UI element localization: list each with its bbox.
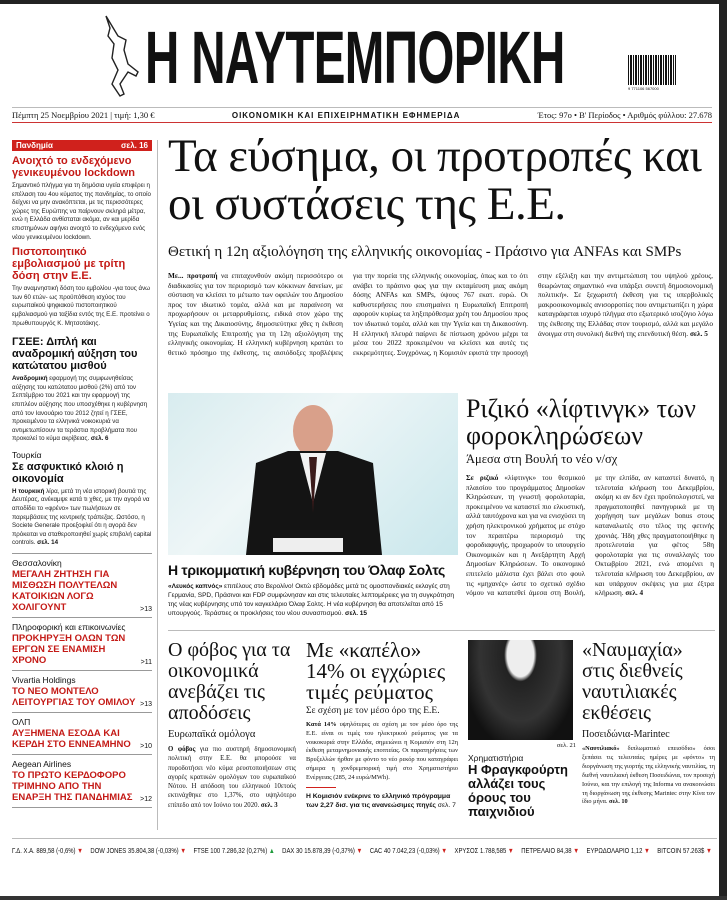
- power-body: Κατά 14% υψηλότερες σε σχέση με τον μέσο όρο της Ε.Ε. είναι οι τιμές του ηλεκτρικού ρεύματος για τα νοικοκυριά στην Ελλάδα, σημειώνει η Κομισιόν στη 12η έκθεση μεταμνημονιακής εποπτείας. Οι παρατηρήσεις των Βρυξελλών ήρθαν με φόντο το νέο ρεκόρ που καταγράφει σήμερα η χονδρεμπορική τιμή στο Χρηματιστήριο Ενέργειας (285, 24 ευρώ/MWh).: [306, 721, 459, 781]
- arrow-down-icon: ▼: [507, 846, 514, 855]
- story-body: Αναδρομική εφαρμογή της συμφωνηθείσας αύξησης του κατώτατου μισθού (2%) από τον Σεπτέμβριο του 2021 και την εφαρμογή της επιπλέον αύξησης που υποσχέθηκε η κυβέρνηση από τον Ιανουάριο του 2012 ζητεί η ΓΣΕΕ, προκειμένου τα ελληνικά νοικοκυριά να αντιμετωπίσουν τα τεράστια προβλήματα που προκαλεί το κύμα ακρίβειας. σελ. 6: [12, 375, 148, 443]
- ticker-item: ΕΥΡΩΔΟΛΑΡΙΟ 1,12 ▼: [586, 846, 650, 855]
- power-deck: Σε σχέση με τον μέσο όρο της Ε.Ε.: [306, 706, 440, 716]
- masthead-info-line: [12, 107, 712, 123]
- arrow-down-icon: ▼: [441, 846, 448, 855]
- bonds-headline[interactable]: Ο φόβος για τα οικονομικά ανεβάζει τις αποδόσεις: [168, 639, 291, 724]
- ticker-item: BITCOIN 57.263$ ▼: [657, 846, 712, 855]
- shipping-headline[interactable]: «Ναυμαχία» στις διεθνείς ναυτιλιακές εκθέσεις: [582, 639, 683, 724]
- brief-item[interactable]: Vivartia Holdings ΤΟ ΝΕΟ ΜΟΝΤΕΛΟ ΛΕΙΤΟΥΡΓΙΑΣ ΤΟΥ ΟΜΙΛΟΥ >13: [12, 670, 152, 712]
- photo-caption-body: «Λευκός καπνός» επιτέλους στο Βερολίνο! Οκτώ εβδομάδες μετά τις ομοσπονδιακές εκλογές στη Γερμανία, SPD, Πράσινοι και FDP συμφώνησαν και στις τελευταίες λεπτομέρειες για τη συγκρότηση της νέας κυβέρνησης υπό τον καγκελάριο Όλαφ Σολτς. Η νέα κυβέρνηση θα αποτελείται από 15 υπουργούς. Τεράστιες οι προκλήσεις του νέου συνασπισμού. σελ. 15: [168, 583, 455, 617]
- arrow-down-icon: ▼: [77, 846, 84, 855]
- divider: [168, 630, 715, 631]
- exchange-section: Χρηματιστήρια: [468, 753, 524, 763]
- bonds-body: Ο φόβος για πιο αυστηρή δημοσιονομική πολιτική στην Ε.Ε. θα μπορούσε να πυροδοτήσει νέο κύμα ρευστοποιήσεων στις αγορές κρατικών ομολόγων του ευρωπαϊκού Νότου. Η απόδοση του ελληνικού 10ετούς εκτινάχθηκε στο 1,37%, στο υψηλότερο επίπεδο από τον Ιούνιο του 2020. σελ. 3: [168, 746, 296, 809]
- ticker-item: FTSE 100 7.286,32 (0,27%) ▲: [193, 846, 275, 855]
- tagline: ΟΙΚΟΝΟΜΙΚΗ ΚΑΙ ΕΠΙΧΕΙΡΗΜΑΤΙΚΗ ΕΦΗΜΕΡΙΔΑ: [231, 110, 461, 120]
- story-body: Την αναμνηστική δόση του εμβολίου -για τους άνω των 60 ετών- ως προϋπόθεση ισχύος του ευρωπαϊκού ψηφιακού πιστοποιητικού εμβολιασμού για ταξίδια εντός της Ε.Ε. προτείνει ο πρωθυπουργός Κ. Μητσοτάκης.: [12, 285, 151, 327]
- power-headline[interactable]: Με «καπέλο» 14% οι εγχώριες τιμές ρεύματος: [306, 638, 446, 704]
- lottery-body: Σε ριζικό «λίφτινγκ» του θεσμικού πλαισίου του προγράμματος Δημοσίων Κληρώσεων, τη γνωστή φορολοταρία, προκειμένου να καταστεί πιο ελκυστική, αλλά ταυτόχρονα και για να ενισχύσει τη χρήση ηλεκτρονικού χρήματος με στόχο τον περαιτέρω περιορισμό της φοροδιαφυγής, προχωρούν το υπουργείο Οικονομικών και η Ανεξάρτητη Αρχή Δημοσίων Κληρώσεων. Το οικονομικό επιτελείο μάλιστα έχει βάλει στο φουλ τις «μηχανές» ώστε το σχετικό σχέδιο νόμου να κατατεθεί άμεσα στη Βουλή, με την ελπίδα, αν καταστεί δυνατό, η τελευταία κλήρωση του Δεκεμβρίου, ακόμη κι αν δεν έχει προϋπολογιστεί, να πραγματοποιηθεί πανηγυρικά με τη χορήγηση των μεγάλων bonus στους καταναλωτές στο τέλος της φετινής χρονιάς. Ήδη χθες πραγματοποιήθηκε η προτελευταία για φέτος 58η φορολοταρία για τις συναλλαγές του Οκτωβρίου 2021, ενώ απομένει η τελευταία κλήρωση του Δεκεμβρίου, αν και υπάρχουν σκέψεις για μια έξτρα κλήρωση. σελ. 4: [466, 474, 714, 598]
- story-body: Σημαντικό πλήγμα για τη δημόσια υγεία επιφέρει η επέλαση του 4ου κύματος της πανδημίας, το οποίο δείχνει να μην ανακόπτεται, με τις περισσότερες χώρες της Ευρώπης να παίρνουν σκληρά μέτρα, ενώ η Ελλάδα ανθίσταται ακόμα, αν και μερίδα επιστημόνων αφήνει ανοιχτό το ενδεχόμενο ενός νέου γενικευμένου lockdown.: [12, 182, 151, 241]
- barcode-number: 9 771106 567000: [628, 86, 659, 91]
- market-ticker: [12, 846, 712, 856]
- ticker-item: ΧΡΥΣΟΣ 1.788,585 ▼: [454, 846, 514, 855]
- lottery-headline[interactable]: Ριζικό «λίφτινγκ» των φοροκληρώσεων: [466, 394, 696, 450]
- shipping-body: «Ναυτιλιακό» διπλωματικό επεισόδιο» όσοι ξεπάσει τις τελευταίες ημέρες με «φόντο» τη διοργάνωση της γιορτής της ελληνικής ναυτιλίας, τη διεθνή ναυτιλιακή έκθεση Ποσειδώνια, τον προσεχή Ιούνιο, και την επιλογή της Informa να ανακοινώσει τη διοργάνωση της έκθεσης Marintec στην Κίνα τον ίδιο μήνα. σελ. 10: [582, 745, 715, 806]
- divider: [12, 838, 717, 839]
- story-title[interactable]: ΓΣΕΕ: Διπλή και αναδρομική αύξηση του κατώτατου μισθού: [12, 336, 138, 373]
- story-title[interactable]: Ανοιχτό το ενδεχόμενο γενικευμένου lockdown: [12, 155, 135, 179]
- column-divider: [157, 140, 158, 830]
- story-body: Η τουρκική λίρα, μετά τη νέα ιστορική βουτιά της Δευτέρας, ανέκαμψε κατά τι χθες, με την αγορά να αποδίδει το «φρένο» των πωλήσεων σε παρεμβάσεις της κεντρικής τράπεζας. Ωστόσο, η Societe Generale προεξοφλεί ότι η αγορά δεν πρόκειται να σταθεροποιηθεί χωρίς επιβολή capital controls. σελ. 14: [12, 487, 152, 547]
- lead-body: Με... προτροπή να επιταχυνθούν ακόμη περισσότερο οι διαδικασίες για τον περιορισμό των κόκκινων δανείων, με σύσταση να κλείσει το μέτωπο των οφειλών του Δημοσίου προς τον ιδιωτικό τομέα, αλλά και με παραίνεση να προχωρήσουν οι μεταρρυθμίσεις, ειδικά στον χώρο της Υγείας και της Δικαιοσύνης, δημοσιεύτηκε χθες η έκθεση της Ευρωπαϊκής Επιτροπής για τη 12η αξιολόγηση της ελληνικής οικονομίας. Η ελληνική κυβέρνηση κρατάει το θετικό πρόσημο της έκθεσης, τις αισιόδοξες προβλέψεις για την πορεία της ελληνικής οικονομίας, όπως και το ότι ανάβει το πράσινο φως για την εκταμίευση μιας ακόμη δόσης ANFAs και SMPs, ύψους 767 εκατ. ευρώ. Οι καθυστερήσεις που επισημαίνει η Ευρωπαϊκή Επιτροπή αφορούν κυρίως τα ληξιπρόθεσμα χρέη του Δημοσίου προς τον ιδιωτικό τομέα, αλλά και την Υγεία και τη Δικαιοσύνη. Η ελληνική πλευρά παίρνει δε πίστωση χρόνου μέχρι τα μέσα του 2022 προκειμένου να κλείσει και αυτές τις εκκρεμότητες. Συγχρόνως, η Κομισιόν εφιστά την προσοχή στην εξέλιξη και την αντιμετώπιση του υψηλού χρέους, θεωρώντας σημαντικό «να υπάρξει συνετή δημοσιονομική πολιτική». Σε ξεχωριστή έκθεση για τις υπερβολικές μακροοικονομικές ανισορροπίες που αντιμετωπίζει η χώρα καταγράφεται ισχυρό πλήγμα στο εξωτερικό ισοζύγιο λόγω της έκθεσης της Ελλάδας στον τουρισμό, αλλά και μεγάλο άνοιγμα στη συνολική διεθνή της επενδυτική θέση. σελ. 5: [168, 271, 713, 357]
- masthead-title: Η ΝΑΥΤΕΜΠΟΡΙΚΗ: [145, 16, 565, 99]
- lottery-deck: Άμεσα στη Βουλή το νέο ν/σχ: [466, 452, 618, 466]
- photo-caption-title[interactable]: Η τρικομματική κυβέρνηση του Όλαφ Σολτς: [168, 562, 445, 578]
- arrow-down-icon: ▼: [356, 846, 363, 855]
- left-column: [12, 140, 152, 808]
- top-border: [0, 0, 727, 4]
- red-rule: [306, 787, 336, 789]
- lead-headline[interactable]: Τα εύσημα, οι προτροπές και οι συστάσεις της Ε.Ε.: [168, 130, 702, 230]
- brief-item[interactable]: ΟΛΠ ΑΥΞΗΜΕΝΑ ΕΣΟΔΑ ΚΑΙ ΚΕΡΔΗ ΣΤΟ ΕΝΝΕΑΜΗΝΟ >10: [12, 712, 152, 754]
- section-tag-pandemic: Πανδημία σελ. 16: [12, 140, 152, 151]
- shipping-story: [582, 640, 715, 807]
- lead-deck: Θετική η 12η αξιολόγηση της ελληνικής οικονομίας - Πράσινο για ANFAs και SMPs: [168, 244, 682, 260]
- power-subnote: Η Κομισιόν ενέκρινε το ελληνικό πρόγραμμα των 2,27 δισ. για τις ανανεώσιμες πηγές σελ. 7: [306, 793, 456, 810]
- ticker-item: CAC 40 7.042,23 (-0,03%) ▼: [369, 846, 448, 855]
- story-title[interactable]: Πιστοποιητικό εμβολιασμού με τρίτη δόση στην Ε.Ε.: [12, 246, 126, 283]
- ticker-item: ΠΕΤΡΕΛΑΙΟ 84,38 ▼: [521, 846, 580, 855]
- bottom-border: [0, 896, 727, 900]
- arrow-down-icon: ▼: [706, 846, 712, 855]
- power-story: [306, 640, 458, 810]
- exchange-photo: [468, 640, 573, 740]
- scholz-photo: [168, 393, 458, 555]
- story-title[interactable]: Σε ασφυκτικό κλοιό η οικονομία: [12, 460, 124, 485]
- arrow-down-icon: ▼: [573, 846, 580, 855]
- ticker-item: DAX 30 15.878,39 (-0,37%) ▼: [282, 846, 363, 855]
- brief-item[interactable]: Aegean Airlines ΤΟ ΠΡΩΤΟ ΚΕΡΔΟΦΟΡΟ ΤΡΙΜΗΝΟ ΑΠΟ ΤΗΝ ΕΝΑΡΞΗ ΤΗΣ ΠΑΝΔΗΜΙΑΣ >12: [12, 754, 152, 808]
- hermes-logo: [98, 14, 140, 99]
- arrow-down-icon: ▼: [180, 846, 187, 855]
- ticker-item: Γ.Δ. Χ.Α. 889,58 (-0,6%) ▼: [12, 846, 84, 855]
- page-edge: [719, 0, 727, 900]
- exchange-story: [468, 742, 576, 819]
- arrow-down-icon: ▼: [644, 846, 650, 855]
- date-price: Πέμπτη 25 Νοεμβρίου 2021 | τιμή: 1,30 €: [12, 110, 155, 120]
- issue-info: Έτος: 97ο • Β' Περίοδος • Αριθμός φύλλου: 27.678: [537, 110, 712, 120]
- shipping-deck: Ποσειδώνια-Marintec: [582, 729, 670, 740]
- brief-item[interactable]: Θεσσαλονίκη ΜΕΓΑΛΗ ΖΗΤΗΣΗ ΓΙΑ ΜΙΣΘΩΣΗ ΠΟΛΥΤΕΛΩΝ ΚΑΤΟΙΚΙΩΝ ΛΟΓΩ ΧΟΛΙΓΟΥΝΤ >13: [12, 553, 152, 617]
- bonds-deck: Ευρωπαϊκά ομόλογα: [168, 729, 256, 740]
- barcode: [628, 55, 676, 85]
- ticker-item: DOW JONES 35.804,38 (-0,03%) ▼: [90, 846, 187, 855]
- bonds-story: [168, 640, 296, 810]
- photo-page: σελ. 21: [556, 742, 576, 749]
- arrow-up-icon: ▲: [268, 846, 275, 855]
- section-label: Τουρκία: [12, 449, 42, 460]
- brief-item[interactable]: Πληροφορική και επικοινωνίες ΠΡΟΚΗΡΥΞΗ ΟΛΩΝ ΤΩΝ ΕΡΓΩΝ ΣΕ ΕΝΑΜΙΣΗ ΧΡΟΝΟ >11: [12, 617, 152, 670]
- exchange-headline[interactable]: Η Φραγκφούρτη αλλάζει τους όρους του παιχνιδιού: [468, 762, 568, 819]
